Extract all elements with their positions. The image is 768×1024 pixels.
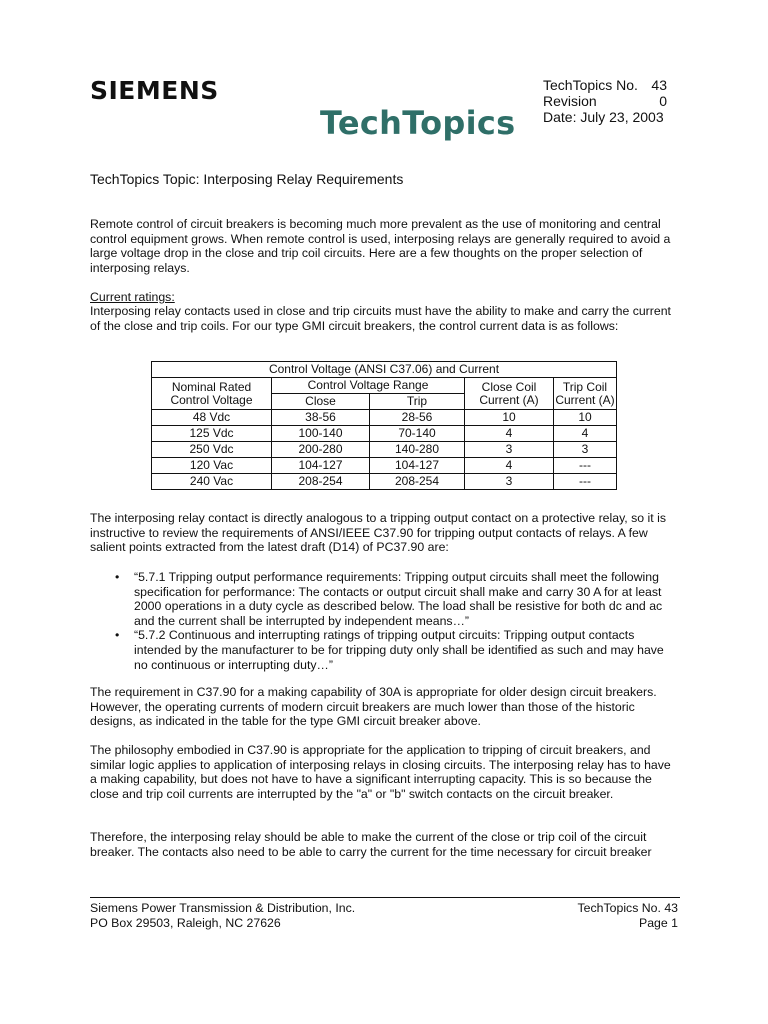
col-trip-coil-line1: Trip Coil <box>562 379 608 394</box>
c37-90-excerpts <box>115 570 680 672</box>
col-range-header: Control Voltage Range <box>272 378 465 394</box>
current-ratings-heading: Current ratings: <box>90 290 175 304</box>
table-cell: 100-140 <box>272 426 370 442</box>
bullet-icon: • <box>115 570 120 584</box>
table-cell: 70-140 <box>370 426 465 442</box>
list-item <box>115 570 680 628</box>
table-cell: 125 Vdc <box>152 426 272 442</box>
col-close-header: Close <box>272 394 370 410</box>
table-cell: --- <box>554 474 617 490</box>
col-trip-header: Trip <box>370 394 465 410</box>
requirement-paragraph: The requirement in C37.90 for a making capability of 30A is appropriate for older design circuit breakers. However, the operating currents of modern circuit breakers are much lower than those of the historic designs, as indicated in the table for the type GMI circuit breaker above. <box>90 685 657 729</box>
table-cell: 10 <box>465 410 554 426</box>
col-close-coil-line1: Close Coil <box>481 379 537 394</box>
therefore-paragraph: Therefore, the interposing relay should be able to make the current of the close or trip coil of the circuit breaker. The contacts also need to be able to carry the current for the time necessary for circuit breaker <box>90 830 652 859</box>
col-nominal-header-line2: Control Voltage <box>170 392 253 407</box>
col-nominal-header-line1: Nominal Rated <box>171 379 252 394</box>
techtopics-logo: TechTopics <box>320 104 516 142</box>
table-cell: 208-254 <box>370 474 465 490</box>
footer-divider <box>90 897 680 898</box>
table-cell: 48 Vdc <box>152 410 272 426</box>
col-trip-coil-line2: Current (A) <box>555 392 615 407</box>
table-cell: --- <box>554 458 617 474</box>
col-close-coil-line2: Current (A) <box>479 392 539 407</box>
table-row <box>152 442 617 458</box>
meta-number-row <box>543 77 667 93</box>
table-cell: 200-280 <box>272 442 370 458</box>
table-row <box>152 426 617 442</box>
table-cell: 28-56 <box>370 410 465 426</box>
table-row <box>152 474 617 490</box>
table-row <box>152 410 617 426</box>
list-item-text: “5.7.1 Tripping output performance requirements: Tripping output circuits shall meet the following specification for performance: The contacts or output circuit shall make and carry 30 A for at least 2000 operations in a duty cycle as described below. The load shall be resistive for both dc and ac and the current shall be interrupted by independent means…” <box>134 570 663 628</box>
philosophy-paragraph: The philosophy embodied in C37.90 is appropriate for the application to tripping of circuit breakers, and similar logic applies to application of interposing relays in closing circuits. The interposing relay has to have a making capability, but does not have to have a significant interrupting capacity. This is so because the close and trip coil currents are interrupted by the "a" or "b" switch contacts on the circuit breaker. <box>90 743 671 801</box>
table-cell: 140-280 <box>370 442 465 458</box>
table-cell: 4 <box>554 426 617 442</box>
table-cell: 104-127 <box>272 458 370 474</box>
table-cell: 10 <box>554 410 617 426</box>
footer-page-number: Page 1 <box>639 916 678 930</box>
current-ratings-paragraph: Interposing relay contacts used in close and trip circuits must have the ability to make and carry the current of the close and trip coils. For our type GMI circuit breakers, the control current data is as follows: <box>90 304 671 333</box>
meta-revision-value: 0 <box>659 93 667 109</box>
control-voltage-table <box>151 361 617 490</box>
col-trip-coil-header <box>554 378 617 410</box>
col-nominal-header <box>152 378 272 410</box>
table-row <box>152 458 617 474</box>
table-cell: 3 <box>465 474 554 490</box>
meta-revision-label: Revision <box>543 93 597 109</box>
list-item-text: “5.7.2 Continuous and interrupting ratings of tripping output circuits: Tripping output contacts intended by the manufacturer to be for tripping duty only shall be identified as such and may have no continuous or interrupting duty…” <box>134 628 664 672</box>
footer-address: PO Box 29503, Raleigh, NC 27626 <box>90 916 281 930</box>
bullet-icon: • <box>115 628 120 643</box>
siemens-logo: SIEMENS <box>90 76 219 105</box>
table-title-row <box>152 362 617 378</box>
footer-right <box>520 901 678 931</box>
intro-paragraph: Remote control of circuit breakers is becoming much more prevalent as the use of monitoring and central control equipment grows. When remote control is used, interposing relays are generally required to avoid a large voltage drop in the close and trip coil circuits. Here are a few thoughts on the proper selection of interposing relays. <box>90 217 671 275</box>
meta-date-label: Date: July 23, 2003 <box>543 109 664 125</box>
table-cell: 208-254 <box>272 474 370 490</box>
footer-left <box>90 901 355 931</box>
table-cell: 104-127 <box>370 458 465 474</box>
table-title: Control Voltage (ANSI C37.06) and Current <box>152 362 617 378</box>
col-close-coil-header <box>465 378 554 410</box>
table-cell: 120 Vac <box>152 458 272 474</box>
topic-title: TechTopics Topic: Interposing Relay Requirements <box>90 171 404 187</box>
table-cell: 3 <box>465 442 554 458</box>
list-item <box>115 628 680 672</box>
meta-number-value: 43 <box>651 77 667 93</box>
table-cell: 3 <box>554 442 617 458</box>
table-header-row <box>152 378 617 394</box>
meta-date-row <box>543 109 667 125</box>
table-cell: 240 Vac <box>152 474 272 490</box>
analogous-paragraph: The interposing relay contact is directly analogous to a tripping output contact on a protective relay, so it is instructive to review the requirements of ANSI/IEEE C37.90 for tripping output contacts of relays. A few salient points extracted from the latest draft (D14) of PC37.90 are: <box>90 511 666 555</box>
meta-revision-row <box>543 93 667 109</box>
table-cell: 4 <box>465 458 554 474</box>
footer-company: Siemens Power Transmission & Distribution, Inc. <box>90 901 356 915</box>
footer-doc-number: TechTopics No. 43 <box>577 901 678 915</box>
document-meta <box>543 77 667 125</box>
table-cell: 250 Vdc <box>152 442 272 458</box>
table-cell: 4 <box>465 426 554 442</box>
meta-number-label: TechTopics No. <box>543 77 638 93</box>
table-cell: 38-56 <box>272 410 370 426</box>
